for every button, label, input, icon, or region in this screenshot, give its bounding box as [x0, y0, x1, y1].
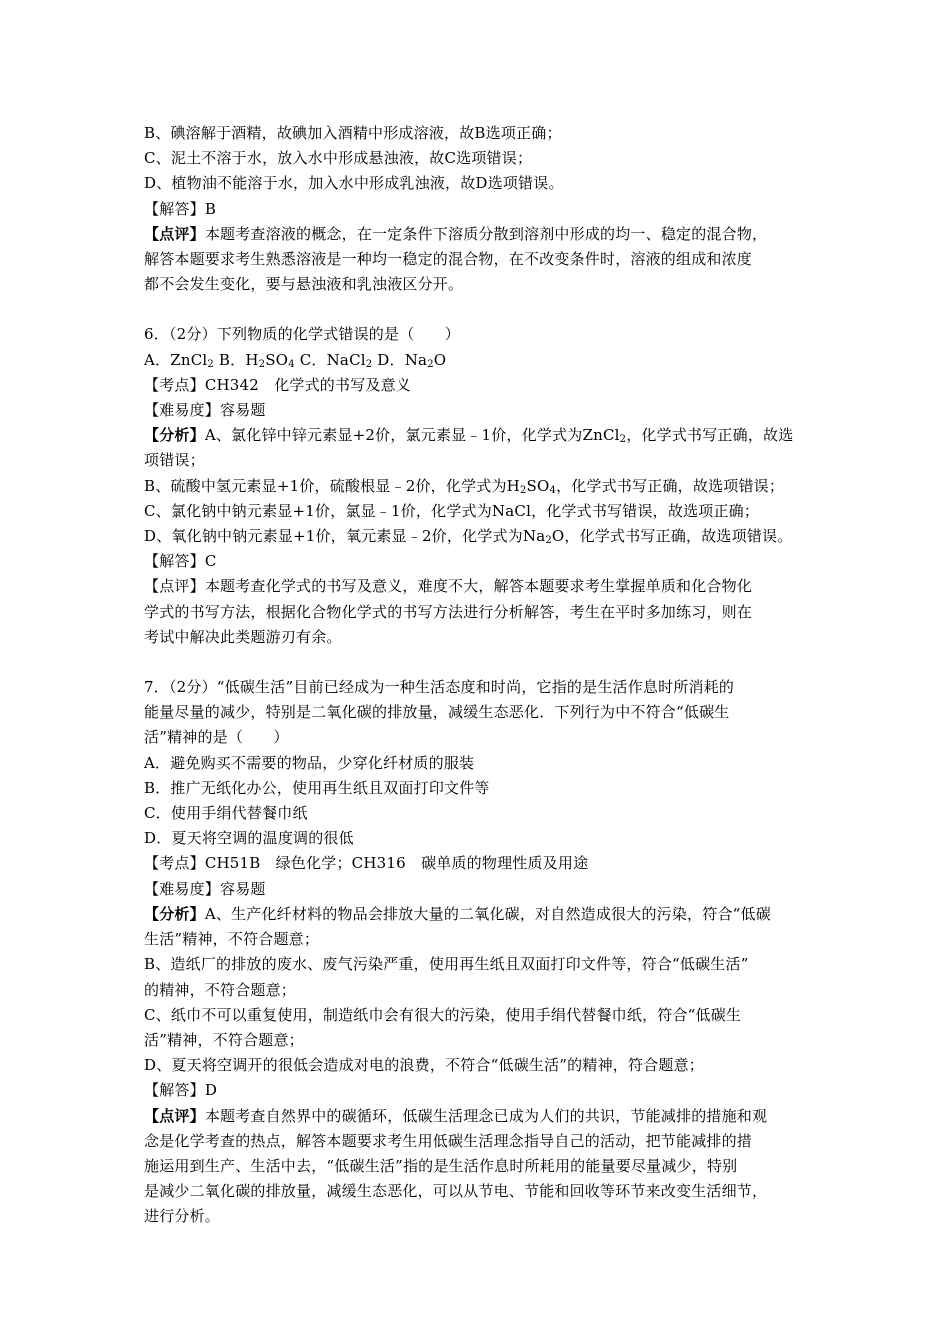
q6-kaodian-text: CH342 化学式的书写及意义 — [204, 375, 412, 394]
q7-analysis-line: 的精神，不符合题意； — [144, 980, 297, 999]
q7-difficulty — [144, 877, 816, 902]
q6-comment-line: 学式的书写方法，根据化合物化学式的书写方法进行分析解答，考生在平时多加练习，则在 — [144, 602, 753, 621]
q6-option-d-sub: 2 — [427, 358, 434, 370]
q6-answer — [144, 549, 816, 574]
q6-analysis-a-sub: 2 — [619, 434, 627, 446]
q6-option-b: B．H — [213, 350, 259, 369]
q6-analysis-b-post: ，化学式书写正确，故选项错误； — [556, 476, 785, 495]
q6-analysis-b-sub2: 4 — [549, 484, 557, 496]
q6-kaodian — [144, 373, 816, 398]
q7-analysis-text: A、生产化纤材料的物品会排放大量的二氧化碳，对自然造成很大的污染，符合“低碳 — [204, 904, 771, 923]
q7-option-d: D．夏天将空调的温度调的很低 — [144, 829, 354, 848]
q6-option-d: D．Na — [372, 350, 428, 369]
q6-analysis-b — [144, 474, 816, 499]
q7-option-a: A．避免购买不需要的物品，少穿化纤材质的服装 — [144, 753, 475, 772]
q6-analysis-a-cont: 项错误； — [144, 451, 205, 470]
q6-analysis-d-text: D、氧化钠中钠元素显+1价，氧元素显﹣2价，化学式为Na — [144, 527, 546, 546]
q5-option-d-explanation: D、植物油不能溶于水，加入水中形成乳浊液，故D选项错误。 — [144, 174, 564, 193]
q7-answer-tag: 【解答】 — [144, 1081, 205, 1100]
q5-comment-line: 解答本题要求考生熟悉溶液是一种均一稳定的混合物，在不改变条件时，溶液的组成和浓度 — [144, 250, 753, 269]
q5-answer — [144, 197, 816, 222]
q6-option-c-sub: 2 — [365, 358, 373, 370]
q6-options — [144, 348, 816, 373]
q6-option-a: A．ZnCl — [144, 350, 208, 369]
q6-option-b-sub1: 2 — [258, 358, 266, 370]
q6-kaodian-tag: 【考点】 — [144, 375, 205, 394]
q6-option-d-post: O — [433, 350, 447, 369]
q6-difficulty — [144, 398, 816, 423]
q5-answer-value: B — [204, 199, 217, 218]
q7-kaodian-text: CH51B 绿色化学；CH316 碳单质的物理性质及用途 — [204, 854, 589, 873]
q6-analysis-b-mid: SO — [526, 476, 550, 495]
q6-analysis-a-text: A、氯化锌中锌元素显+2价，氯元素显﹣1价，化学式为ZnCl — [204, 426, 620, 445]
q7-analysis-line: C、纸巾不可以重复使用，制造纸巾会有很大的污染，使用手绢代替餐巾纸，符合“低碳生 — [144, 1005, 742, 1024]
q7-kaodian-tag: 【考点】 — [144, 854, 205, 873]
q7-analysis-line: 活”精神，不符合题意； — [144, 1030, 304, 1049]
q5-comment-line: 都不会发生变化，要与悬浊液和乳浊液区分开。 — [144, 275, 464, 294]
q6-comment-text: 本题考查化学式的书写及意义，难度不大，解答本题要求考生掌握单质和化合物化 — [204, 577, 753, 596]
page-content — [144, 121, 816, 1230]
q6-difficulty-text: 容易题 — [220, 401, 266, 420]
q7-comment-tag: 【点评】 — [144, 1106, 205, 1125]
q7-analysis-line: 生活”精神，不符合题意； — [144, 930, 320, 949]
q6-comment-tag: 【点评】 — [144, 577, 205, 596]
q7-analysis-line: D、夏天将空调开的很低会造成对电的浪费，不符合“低碳生活”的精神，符合题意； — [144, 1056, 704, 1075]
q6-comment-line: 考试中解决此类题游刃有余。 — [144, 627, 342, 646]
q7-kaodian — [144, 851, 816, 876]
q6-analysis-d — [144, 524, 816, 549]
q7-comment-line: 是减少二氧化碳的排放量，减缓生态恶化，可以从节电、节能和回收等环节来改变生活细节， — [144, 1182, 768, 1201]
q7-answer — [144, 1078, 816, 1103]
q6-analysis-c: C、氯化钠中钠元素显+1价，氯显﹣1价，化学式为NaCl，化学式书写错误，故选项正确； — [144, 501, 760, 520]
q7-stem-line: 7．（2分）“低碳生活”目前已经成为一种生活态度和时尚，它指的是生活作息时所消耗的 — [144, 678, 735, 697]
q7-comment-line: 施运用到生产、生活中去，“低碳生活”指的是生活作息时所耗用的能量要尽量减少，特别 — [144, 1156, 738, 1175]
q7-stem-line: 活”精神的是（ ） — [144, 728, 289, 747]
q5-answer-tag: 【解答】 — [144, 199, 205, 218]
q7-option-b: B．推广无纸化办公，使用再生纸且双面打印文件等 — [144, 778, 490, 797]
q5-comment — [144, 222, 816, 247]
q6-stem: 6．（2分）下列物质的化学式错误的是（ ） — [144, 325, 460, 344]
q7-comment-line: 进行分析。 — [144, 1207, 221, 1226]
q7-option-c: C．使用手绢代替餐巾纸 — [144, 804, 308, 823]
q7-analysis — [144, 902, 816, 927]
q7-comment-text: 本题考查自然界中的碳循环，低碳生活理念已成为人们的共识，节能减排的措施和观 — [204, 1106, 768, 1125]
q7-difficulty-text: 容易题 — [220, 879, 266, 898]
q7-analysis-tag: 【分析】 — [144, 904, 205, 923]
q6-analysis-d-sub: 2 — [545, 535, 552, 547]
q6-comment — [144, 574, 816, 599]
q7-comment-line: 念是化学考查的热点，解答本题要求考生用低碳生活理念指导自己的活动，把节能减排的措 — [144, 1131, 753, 1150]
q5-comment-tag: 【点评】 — [144, 224, 205, 243]
q6-option-a-sub: 2 — [207, 358, 214, 370]
q6-analysis-d-post: O，化学式书写正确，故选项错误。 — [551, 527, 793, 546]
q6-answer-tag: 【解答】 — [144, 552, 205, 571]
q7-stem-line: 能量尽量的减少，特别是二氧化碳的排放量，减缓生态恶化．下列行为中不符合“低碳生 — [144, 703, 730, 722]
q5-option-b-explanation: B、碘溶解于酒精，故碘加入酒精中形成溶液，故B选项正确； — [144, 124, 562, 142]
q6-analysis-b-text: B、硫酸中氢元素显+1价，硫酸根显﹣2价，化学式为H — [144, 476, 520, 495]
q5-option-c-explanation: C、泥土不溶于水，放入水中形成悬浊液，故C选项错误； — [144, 149, 533, 168]
q6-option-b-mid: SO — [265, 350, 289, 369]
q6-analysis-a-post: ，化学式书写正确，故选 — [626, 426, 794, 445]
q6-difficulty-tag: 【难易度】 — [144, 401, 221, 420]
q6-option-b-sub2: 4 — [288, 358, 295, 370]
q6-answer-value: C — [204, 552, 217, 571]
q6-analysis-a — [144, 423, 816, 448]
q5-comment-text: 本题考查溶液的概念，在一定条件下溶质分散到溶剂中形成的均一、稳定的混合物， — [204, 224, 768, 243]
q6-analysis-tag: 【分析】 — [144, 426, 205, 445]
q6-analysis-b-sub1: 2 — [519, 484, 527, 496]
q7-comment — [144, 1104, 816, 1129]
q6-option-c: C．NaCl — [294, 350, 366, 369]
q7-analysis-line: B、造纸厂的排放的废水、废气污染严重，使用再生纸且双面打印文件等，符合“低碳生活” — [144, 955, 749, 974]
q7-answer-value: D — [204, 1081, 218, 1100]
q7-difficulty-tag: 【难易度】 — [144, 879, 221, 898]
